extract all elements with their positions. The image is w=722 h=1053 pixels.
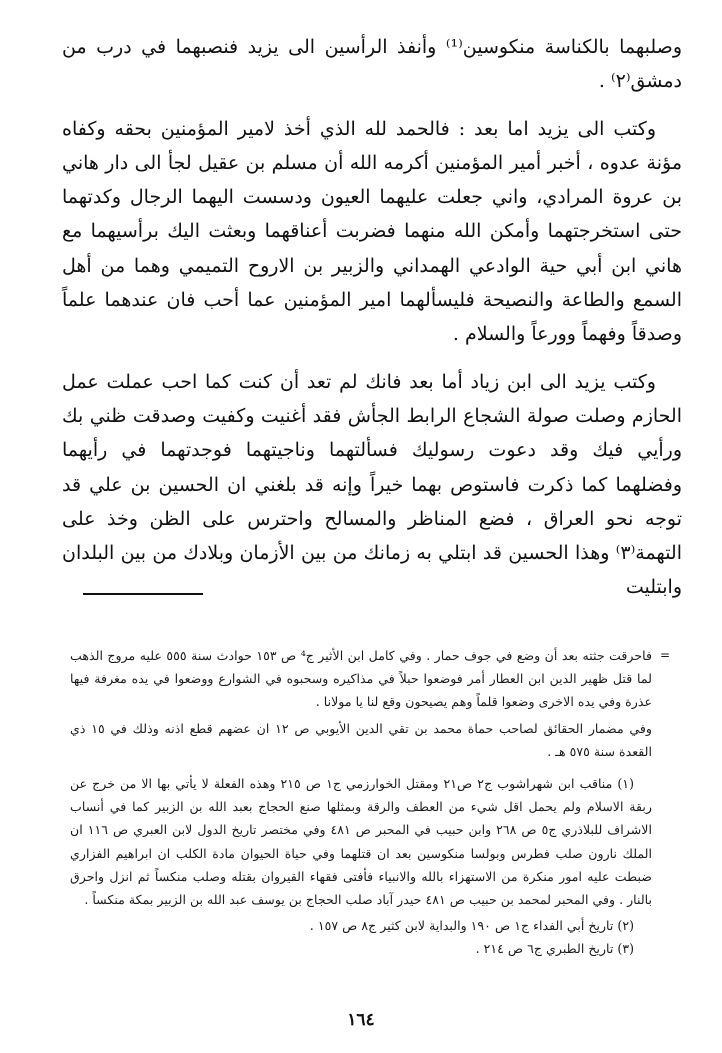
paragraph-1: وصلبهما بالكناسة منكوسين⁽¹⁾ وأنفذ الرأسين الى يزيد فنصبهما في درب من دمشق⁽٢⁾ . [62, 36, 682, 93]
paragraph-2: وكتب الى يزيد اما بعد : فالحمد لله الذي أخذ لامير المؤمنين بحقه وكفاه مؤنة عدوه ، أخبر أمير المؤمنين أكرمه الله أن مسلم بن عقيل لجأ الى دار هاني بن عروة المرادي، واني جعلت عليهما العيون ودسست اليهما الرجال وكدتهما حتى استخرجتهما وأمكن الله منهما فضربت أعناقهما وبعثت اليك برأسيهما مع هاني ابن أبي حية الوادعي الهمداني والزبير بن الاروح التميمي وهما من أهل السمع والطاعة والنصيحة فليسألهما امير المؤمنين عما أحب فان عندهما علماً وصدقاً وفهماً وورعاً والسلام . [62, 117, 682, 346]
footnote-divider [83, 593, 203, 595]
footnote-continued-1 [70, 644, 670, 714]
footnote-2: (٢) تاريخ أبي الفداء ج١ ص ١٩٠ والبداية لابن كثير ج٨ ص ١٥٧ . [309, 918, 634, 934]
paragraph-3: وكتب يزيد الى ابن زياد أما بعد فانك لم تعد أن كنت كما احب عملت عمل الحازم وصلت صولة الشجاع الرابط الجأش فقد أغنيت وكفيت وصدقت ظني بك ورأيي فيك وقد دعوت رسوليك فسألتهما وناجيتهما فوجدتهما في رأيهما وفضلهما كما ذكرت فاستوص بهما خيراً وإنه قد بلغني ان الحسين بن علي قد توجه نحو العراق ، فضع المناظر والمسالح واحترس على الظن وخذ على التهمة⁽٣⁾ وهذا الحسين قد ابتلي به زمانك من بين الأزمان وبلادك من بين البلدان وابتليت [62, 370, 682, 599]
main-text-block [62, 30, 682, 605]
footnote-3: (٣) تاريخ الطبري ج٦ ص ٢١٤ . [475, 941, 634, 957]
continuation-mark: = [659, 648, 670, 662]
footnote-1: (١) مناقب ابن شهراشوب ج٢ ص٢١ ومقتل الخوارزمي ج١ ص ٢١٥ وهذه الفعلة لا يأتي بها الا من خرج عن ربقة الاسلام ولم يحمل اقل شيء من العطف والرقة وبمثلها صنع الحجاج بعبد الله بن الزبير كما في أنساب الاشراف للبلاذري ج٥ ص ٢٦٨ وابن حبيب في المحبر ص ٤٨١ وفي مختصر تاريخ الدول لابن العبري ص ١١٦ ان الملك نارون صلب فطرس وبولسا منكوسين بعد ان قتلهما وفي حياة الحيوان مادة الكلب ان ابراهيم الفزاري ضبطت عليه امور منكرة من الاستهزاء بالله والانبياء فأفتى فقهاء القيروان بقتله وصلب منكساً ثم انزل واحرق بالنار . وفي المحبر لمحمد بن حبيب ص ٤٨١ حيدر آباد صلب الحجاج بن يوسف عبد الله بن الزبير بمكة منكساً . [70, 776, 652, 908]
footnote-continued-2: وفي مضمار الحقائق لصاحب حماة محمد بن تقي الدين الأيوبي ص ١٢ ان عضهم قطع اذنه وذلك في ١٥ ذي القعدة سنة ٥٧٥ هـ . [70, 720, 653, 759]
page-number: ١٦٤ [347, 1010, 375, 1030]
footnote-continued-text-1: فاحرقت جثته بعد أن وضع في جوف حمار . وفي كامل ابن الأثير ج⁴ ص ١٥٣ حوادث سنة ٥٥٥ عليه مروج الذهب لما قتل ظهير الدين ابن العطار أمر فوضعوا حبلاً في مذاكيره وسحبوه في الشوارع ووضعوا في يده مغرفة فيها عذرة وفي يده الاخرى وضعوا قلماً وهم يصيحون وقع لنا يا مولانا . [70, 648, 653, 710]
footnotes-block [70, 644, 670, 961]
